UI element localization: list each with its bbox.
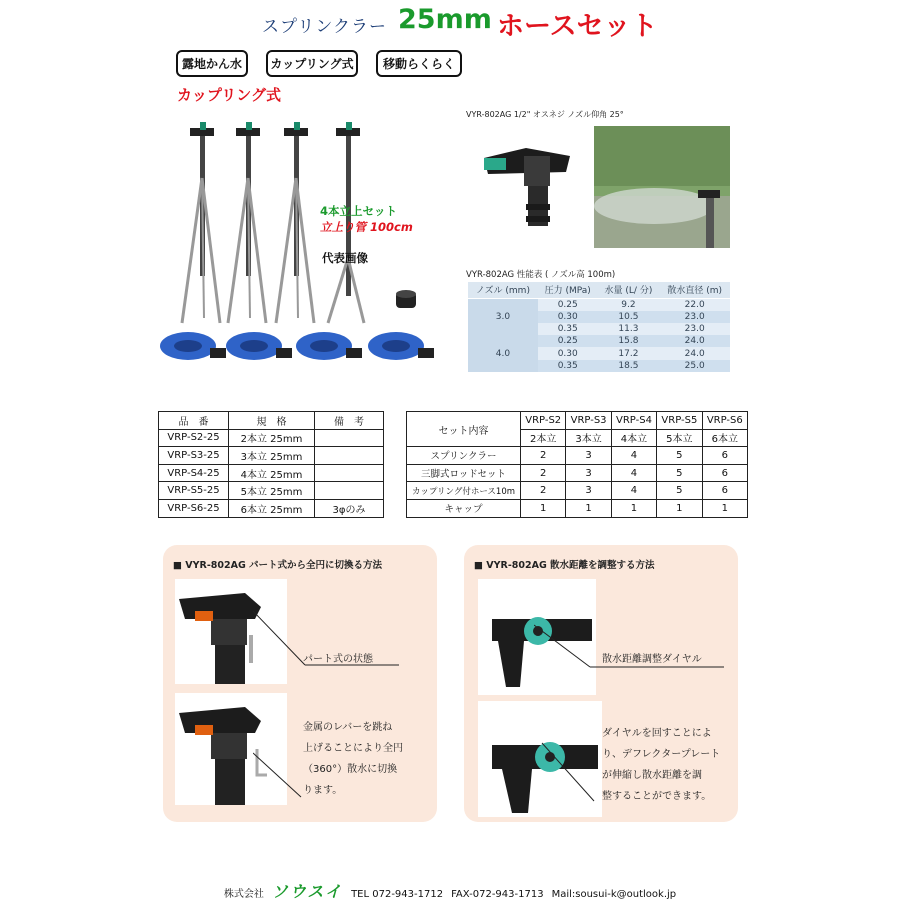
part-cell: 6本立 25mm <box>229 499 315 517</box>
perf-cell: 24.0 <box>659 347 730 359</box>
perf-header-pressure: 圧力 (MPa) <box>538 282 598 298</box>
perf-cell: 17.2 <box>598 347 660 359</box>
set-cell: 1 <box>611 499 656 517</box>
callout-lever-line: ります。 <box>303 785 343 796</box>
representative-image-label: 代表画像 <box>322 251 368 265</box>
riser-label: 立上り管 100cm <box>320 220 413 234</box>
callout-dial-line: ダイヤルを回すことによ <box>602 728 712 739</box>
part-cell: 3本立 25mm <box>229 447 315 465</box>
part-cell <box>315 447 384 465</box>
perf-cell: 0.30 <box>538 311 598 323</box>
coupling-hose-4 <box>368 332 434 360</box>
perf-cell: 15.8 <box>598 335 660 347</box>
perf-cell: 11.3 <box>598 323 660 335</box>
callout-dial-explain <box>602 723 736 807</box>
perf-cell: 10.5 <box>598 311 660 323</box>
part-cell: 3φのみ <box>315 499 384 517</box>
title-suffix: ホースセット <box>497 11 658 42</box>
tripod-sprinkler-2 <box>228 122 266 323</box>
perf-cell: 0.35 <box>538 360 598 372</box>
coupling-hose-2 <box>226 332 292 360</box>
tripod-sprinkler-3 <box>276 122 314 323</box>
coupling-hose-1 <box>160 332 226 360</box>
callout-dial: 散水距離調整ダイヤル <box>602 654 702 665</box>
perf-cell: 25.0 <box>659 360 730 372</box>
part-cell <box>315 429 384 447</box>
set-header-count: 3本立 <box>566 429 611 447</box>
set-header-count: 5本立 <box>657 429 702 447</box>
panel-left-title: ■ VYR-802AG パート式から全円に切換る方法 <box>173 560 383 571</box>
set-cell: 6 <box>702 447 747 465</box>
set-row-label: スプリンクラー <box>407 447 521 465</box>
title-size: 25mm <box>398 4 492 35</box>
tag-outdoor-irrigation: 露地かん水 <box>176 50 248 77</box>
perf-cell: 23.0 <box>659 311 730 323</box>
part-cell: VRP-S3-25 <box>159 447 229 465</box>
perf-cell: 0.35 <box>538 323 598 335</box>
perf-cell: 24.0 <box>659 335 730 347</box>
set-header-model: VRP-S4 <box>611 412 656 430</box>
fax: FAX-072-943-1713 <box>451 889 544 900</box>
panel-right-title: ■ VYR-802AG 散水距離を調整する方法 <box>474 560 655 571</box>
tel: TEL 072-943-1712 <box>351 889 444 900</box>
set-cell: 2 <box>521 464 566 482</box>
set-header-count: 6本立 <box>702 429 747 447</box>
set-cell: 4 <box>611 464 656 482</box>
set-cell: 3 <box>566 482 611 500</box>
perf-cell: 0.25 <box>538 298 598 311</box>
set-header-model: VRP-S2 <box>521 412 566 430</box>
part-header-spec: 規 格 <box>229 412 315 430</box>
set-row-label: キャップ <box>407 499 521 517</box>
sprinkler-in-field-image <box>594 126 730 248</box>
set-cell: 1 <box>657 499 702 517</box>
mail: Mail:sousui-k@outlook.jp <box>551 889 677 900</box>
performance-caption: VYR-802AG 性能表 ( ノズル高 100m) <box>466 270 616 280</box>
set-cell: 2 <box>521 482 566 500</box>
company-logo: ソウスイ <box>271 882 344 900</box>
part-to-full-circle-panel <box>163 545 437 822</box>
perf-cell: 0.25 <box>538 335 598 347</box>
sprinkler-head-image <box>466 120 590 248</box>
part-cell: VRP-S2-25 <box>159 429 229 447</box>
set-header-count: 4本立 <box>611 429 656 447</box>
distance-adjust-panel <box>464 545 738 822</box>
set-cell: 5 <box>657 464 702 482</box>
callout-dial-line: り、デフレクタープレート <box>602 749 721 760</box>
set-row-label: 三脚式ロッドセット <box>407 464 521 482</box>
set-header-model: VRP-S3 <box>566 412 611 430</box>
set-cell: 3 <box>566 447 611 465</box>
tag-easy-move: 移動らくらく <box>376 50 462 77</box>
set-cell: 5 <box>657 447 702 465</box>
callout-dial-line: が伸縮し散水距離を調 <box>602 770 702 781</box>
set-cell: 6 <box>702 464 747 482</box>
part-cell <box>315 482 384 500</box>
callout-lever <box>303 717 433 801</box>
callout-dial-line: 整することができます。 <box>602 791 712 802</box>
set-cell: 2 <box>521 447 566 465</box>
callout-lever-line: 上げることにより全円 <box>303 743 403 754</box>
set-cell: 3 <box>566 464 611 482</box>
part-cell: 4本立 25mm <box>229 464 315 482</box>
part-header-number: 品 番 <box>159 412 229 430</box>
company-prefix: 株式会社 <box>223 889 264 900</box>
perf-cell: 0.30 <box>538 347 598 359</box>
set-cell: 1 <box>521 499 566 517</box>
callout-lever-line: （360°）散水に切換 <box>303 764 398 775</box>
part-cell <box>315 464 384 482</box>
set-header-corner: セット内容 <box>407 412 521 447</box>
set-header-count: 2本立 <box>521 429 566 447</box>
perf-nozzle: 3.0 <box>468 298 538 335</box>
perf-header-nozzle: ノズル (mm) <box>468 282 538 298</box>
product-set-image <box>160 118 460 380</box>
part-cell: VRP-S4-25 <box>159 464 229 482</box>
part-header-note: 備 考 <box>315 412 384 430</box>
perf-cell: 22.0 <box>659 298 730 311</box>
perf-cell: 9.2 <box>598 298 660 311</box>
set-cell: 6 <box>702 482 747 500</box>
spec-caption: VYR-802AG 1/2" オスネジ ノズル仰角 25° <box>466 110 624 119</box>
set-row-label: カップリング付ホース10m <box>407 482 521 500</box>
footer <box>0 879 900 900</box>
perf-header-diameter: 散水直径 (m) <box>659 282 730 298</box>
set-contents-table <box>406 411 748 518</box>
tag-coupling: カップリング式 <box>266 50 358 77</box>
performance-table <box>468 282 730 372</box>
set-header-model: VRP-S5 <box>657 412 702 430</box>
perf-header-flow: 水量 (L/ 分) <box>598 282 660 298</box>
coupling-label: カップリング式 <box>177 86 281 104</box>
callout-part-mode: パート式の状態 <box>303 654 373 665</box>
perf-cell: 18.5 <box>598 360 660 372</box>
part-cell: 5本立 25mm <box>229 482 315 500</box>
part-cell: 2本立 25mm <box>229 429 315 447</box>
set-cell: 1 <box>566 499 611 517</box>
tripod-sprinkler-1 <box>182 122 220 323</box>
set-cell: 1 <box>702 499 747 517</box>
perf-cell: 23.0 <box>659 323 730 335</box>
part-cell: VRP-S5-25 <box>159 482 229 500</box>
set-label: 4本立上セット <box>320 204 398 218</box>
cap-part <box>396 290 416 308</box>
perf-nozzle: 4.0 <box>468 335 538 372</box>
set-header-model: VRP-S6 <box>702 412 747 430</box>
title-prefix: スプリンクラー <box>262 17 387 37</box>
set-cell: 4 <box>611 447 656 465</box>
callout-lever-line: 金属のレバーを跳ね <box>303 722 393 733</box>
coupling-hose-3 <box>296 332 362 360</box>
set-cell: 4 <box>611 482 656 500</box>
part-cell: VRP-S6-25 <box>159 499 229 517</box>
set-cell: 5 <box>657 482 702 500</box>
part-number-table <box>158 411 384 518</box>
